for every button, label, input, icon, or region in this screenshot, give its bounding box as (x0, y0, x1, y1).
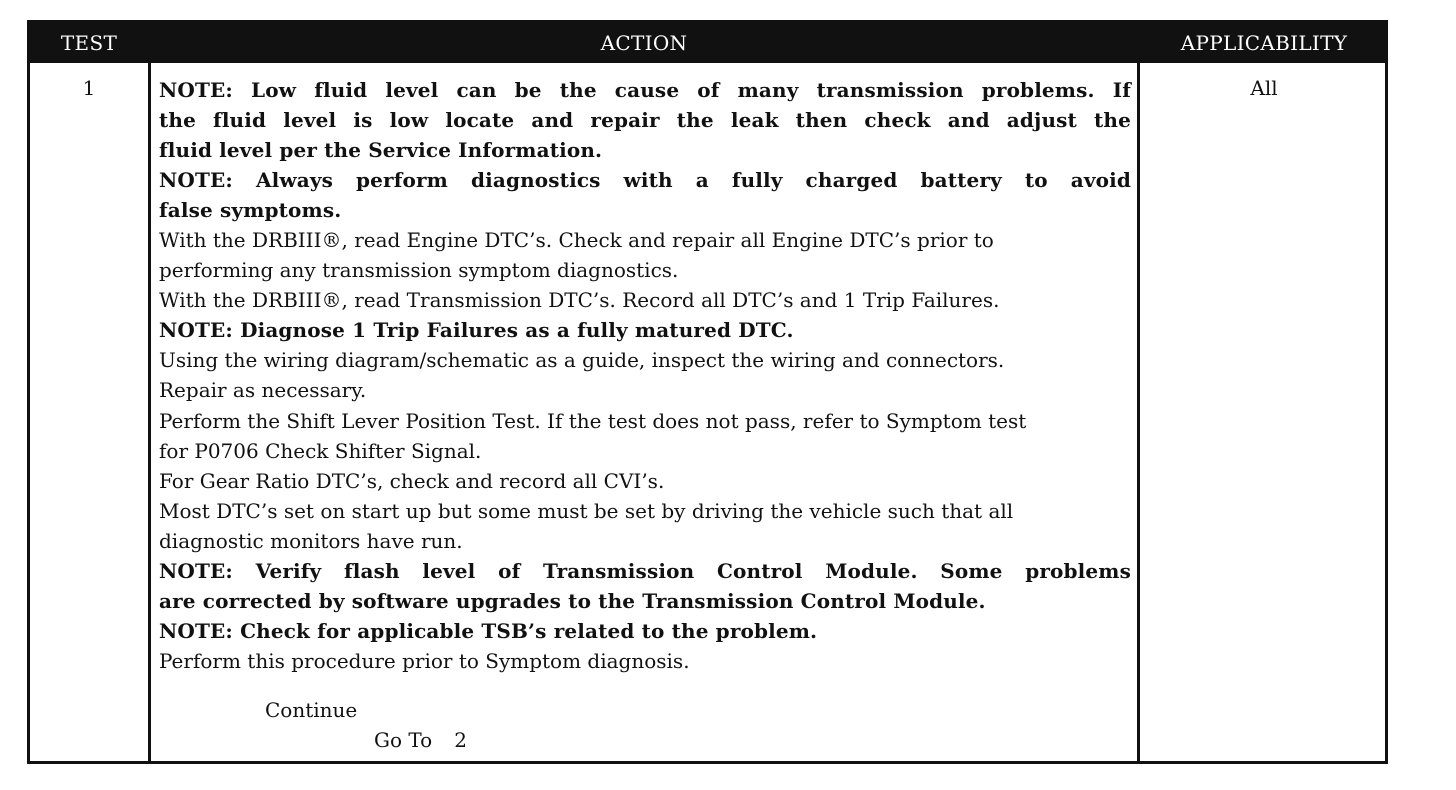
table-header-row (30, 23, 1385, 63)
action-line: NOTE: Diagnose 1 Trip Failures as a fully matured DTC. (159, 318, 794, 343)
action-line: Perform this procedure prior to Symptom diagnosis. (159, 648, 690, 673)
action-line: Perform the Shift Lever Position Test. If the test does not pass, refer to Symptom test (159, 408, 1027, 433)
action-line: performing any transmission symptom diagnostics. (159, 258, 679, 283)
action-line: Using the wiring diagram/schematic as a guide, inspect the wiring and connectors. (159, 348, 1005, 373)
action-text (159, 75, 1131, 676)
action-line: With the DRBIII®, read Transmission DTC’s. Record all DTC’s and 1 Trip Failures. (159, 288, 1000, 313)
action-line: For Gear Ratio DTC’s, check and record all CVI’s. (159, 468, 665, 493)
action-line: the fluid level is low locate and repair the leak then check and adjust the (159, 108, 1131, 133)
action-line: Most DTC’s set on start up but some must be set by driving the vehicle such that all (159, 498, 1014, 523)
continue-label: Continue (265, 698, 358, 722)
applicability-value: All (1250, 76, 1278, 100)
action-line: NOTE: Check for applicable TSB’s related to the problem. (159, 618, 818, 643)
action-line: NOTE: Always perform diagnostics with a fully charged battery to avoid (159, 168, 1131, 193)
goto-label: Go To (374, 728, 433, 752)
header-action: ACTION (600, 31, 688, 55)
test-number: 1 (82, 76, 96, 100)
action-line: With the DRBIII®, read Engine DTC’s. Check and repair all Engine DTC’s prior to (159, 228, 994, 253)
column-divider-test (148, 63, 151, 761)
header-applicability: APPLICABILITY (1180, 31, 1348, 55)
action-line: NOTE: Verify flash level of Transmission Control Module. Some problems (159, 558, 1131, 583)
action-line: diagnostic monitors have run. (159, 528, 463, 553)
action-line: fluid level per the Service Information. (159, 138, 603, 163)
action-line: Repair as necessary. (159, 378, 367, 403)
goto-target: 2 (454, 728, 467, 752)
column-divider-action (1137, 63, 1140, 761)
action-line: for P0706 Check Shifter Signal. (159, 438, 482, 463)
action-line: are corrected by software upgrades to the Transmission Control Module. (159, 588, 986, 613)
header-test: TEST (60, 31, 118, 55)
diagnostic-table (27, 20, 1388, 764)
goto-instruction (374, 728, 467, 752)
action-line: false symptoms. (159, 198, 342, 223)
action-line: NOTE: Low fluid level can be the cause of many transmission problems. If (159, 78, 1131, 102)
